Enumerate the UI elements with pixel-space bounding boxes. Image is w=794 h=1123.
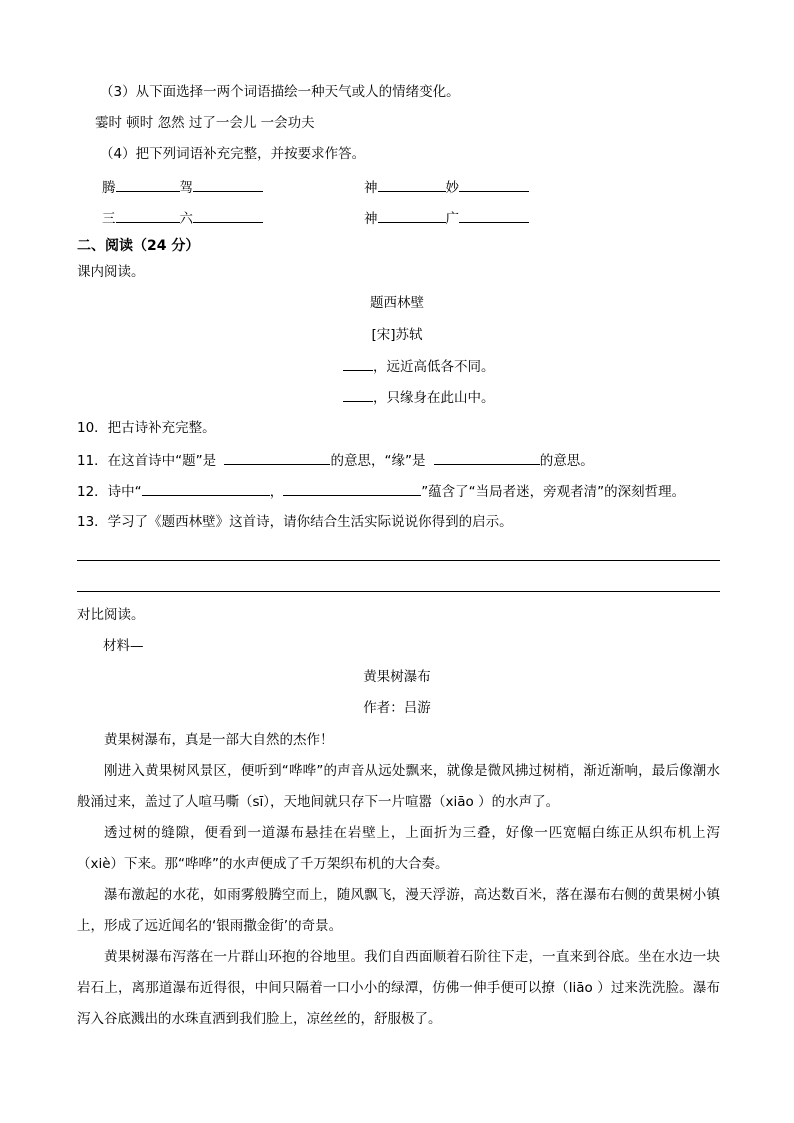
material-label: 材料— <box>103 638 144 654</box>
q4-row-1 <box>102 177 263 198</box>
poem-line-text: ，远近高低各不同。 <box>373 359 495 375</box>
q4-prompt: （4）把下列词语补充完整，并按要求作答。 <box>100 146 366 162</box>
compare-intro: 对比阅读。 <box>77 607 145 623</box>
poem-line-1 <box>343 356 495 377</box>
fill-blank[interactable] <box>116 208 180 223</box>
q4-row-2 <box>102 208 263 229</box>
answer-blank[interactable] <box>142 481 270 496</box>
q4-char: 六 <box>179 211 193 227</box>
q4-row-2b <box>364 208 529 229</box>
poem-title: 题西林壁 <box>370 295 424 311</box>
poem-line-2 <box>343 387 495 408</box>
article-paragraph: 黄果树瀑布，真是一部大自然的杰作！ <box>104 732 334 748</box>
q3-word-list: 霎时 顿时 忽然 过了一会儿 一会功夫 <box>95 115 315 131</box>
q4-row-1b <box>364 177 529 198</box>
section-intro: 课内阅读。 <box>77 264 145 280</box>
section-heading: 二、阅读（24 分） <box>77 238 200 254</box>
q11-text: 的意思，“缘”是 <box>330 453 426 469</box>
q4-char: 妙 <box>445 180 459 196</box>
q12-text: ， <box>269 484 284 500</box>
q4-char: 神 <box>364 180 378 196</box>
fill-blank[interactable] <box>378 208 446 223</box>
q4-char: 神 <box>364 211 378 227</box>
answer-line[interactable] <box>77 560 720 561</box>
article-paragraph: 黄果树瀑布泻落在一片群山环抱的谷地里。我们自西面顺着石阶往下走，一直来到谷底。坐在水边一块岩石上，离那道瀑布近得很，中间只隔着一口小小的绿潭，仿佛一伸手便可以撩（liāo ）过来洗洗脸。瀑布泻入谷底溅出的水珠直洒到我们脸上，凉丝丝的，舒服极了。 <box>77 949 720 1027</box>
article-author: 作者：吕游 <box>363 700 431 716</box>
answer-blank[interactable] <box>283 481 421 496</box>
q12-text: ”蕴含了“当局者迷，旁观者清”的深刻哲理。 <box>421 484 686 500</box>
article-paragraph: 刚进入黄果树风景区，便听到“哗哗”的声音从远处飘来，就像是微风拂过树梢，渐近渐响，最后像潮水般涌过来，盖过了人喧马嘶（sī），天地间就只存下一片喧嚣（xiāo ）的水声了。 <box>77 763 720 810</box>
fill-blank[interactable] <box>459 177 529 192</box>
q4-char: 驾 <box>179 180 193 196</box>
q3-prompt: （3）从下面选择一两个词语描绘一种天气或人的情绪变化。 <box>100 84 460 100</box>
poem-blank[interactable] <box>343 387 373 402</box>
fill-blank[interactable] <box>116 177 180 192</box>
poem-blank[interactable] <box>343 356 373 371</box>
fill-blank[interactable] <box>378 177 446 192</box>
article-paragraph: 瀑布激起的水花，如雨雾般腾空而上，随风飘飞，漫天浮游，高达数百米，落在瀑布右侧的黄果树小镇上，形成了远近闻名的‘银雨撒金街’的奇景。 <box>77 887 720 934</box>
answer-blank[interactable] <box>434 450 540 465</box>
q12-text: 12．诗中“ <box>77 484 142 500</box>
question-11 <box>77 450 594 471</box>
answer-line[interactable] <box>77 591 720 592</box>
poem-line-text: ，只缘身在此山中。 <box>373 390 495 406</box>
article-title: 黄果树瀑布 <box>363 669 431 685</box>
fill-blank[interactable] <box>193 177 263 192</box>
question-12 <box>77 481 685 502</box>
q4-char: 广 <box>445 211 459 227</box>
question-13: 13．学习了《题西林壁》这首诗，请你结合生活实际说说你得到的启示。 <box>77 514 513 530</box>
fill-blank[interactable] <box>193 208 263 223</box>
poem-author: [宋]苏轼 <box>371 327 423 343</box>
q4-char: 三 <box>102 211 116 227</box>
q11-text: 11．在这首诗中“题”是 <box>77 453 217 469</box>
question-10: 10．把古诗补充完整。 <box>77 420 216 436</box>
q11-text: 的意思。 <box>539 453 594 469</box>
fill-blank[interactable] <box>459 208 529 223</box>
answer-blank[interactable] <box>224 450 330 465</box>
q4-char: 腾 <box>102 180 116 196</box>
article-paragraph: 透过树的缝隙，便看到一道瀑布悬挂在岩壁上，上面折为三叠，好像一匹宽幅白练正从织布机上泻（xiè）下来。那“哗哗”的水声便成了千万架织布机的大合奏。 <box>77 825 720 872</box>
